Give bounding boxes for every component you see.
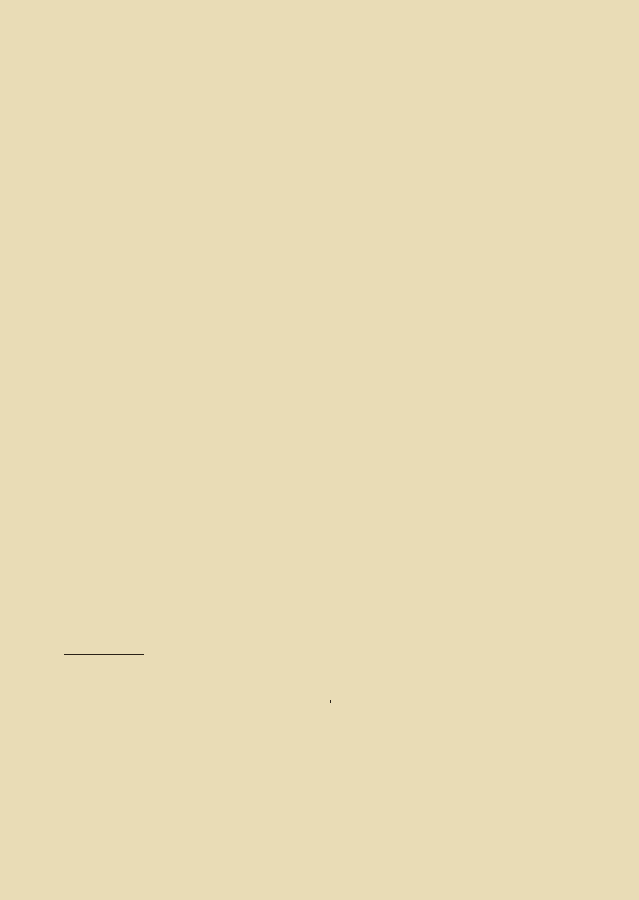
col-header-area <box>401 700 473 703</box>
yield-table-right <box>330 700 613 703</box>
col-header-area <box>116 700 186 703</box>
col-header-years <box>331 700 402 703</box>
col-header-per-desyatina <box>264 700 324 703</box>
yield-table-left <box>42 700 324 703</box>
col-header-per-desyatina <box>551 700 613 703</box>
yield-chart <box>90 82 560 452</box>
col-header-total <box>473 700 551 703</box>
footnote-rule <box>64 654 144 655</box>
col-header-total <box>186 700 264 703</box>
col-header-years <box>42 700 116 703</box>
